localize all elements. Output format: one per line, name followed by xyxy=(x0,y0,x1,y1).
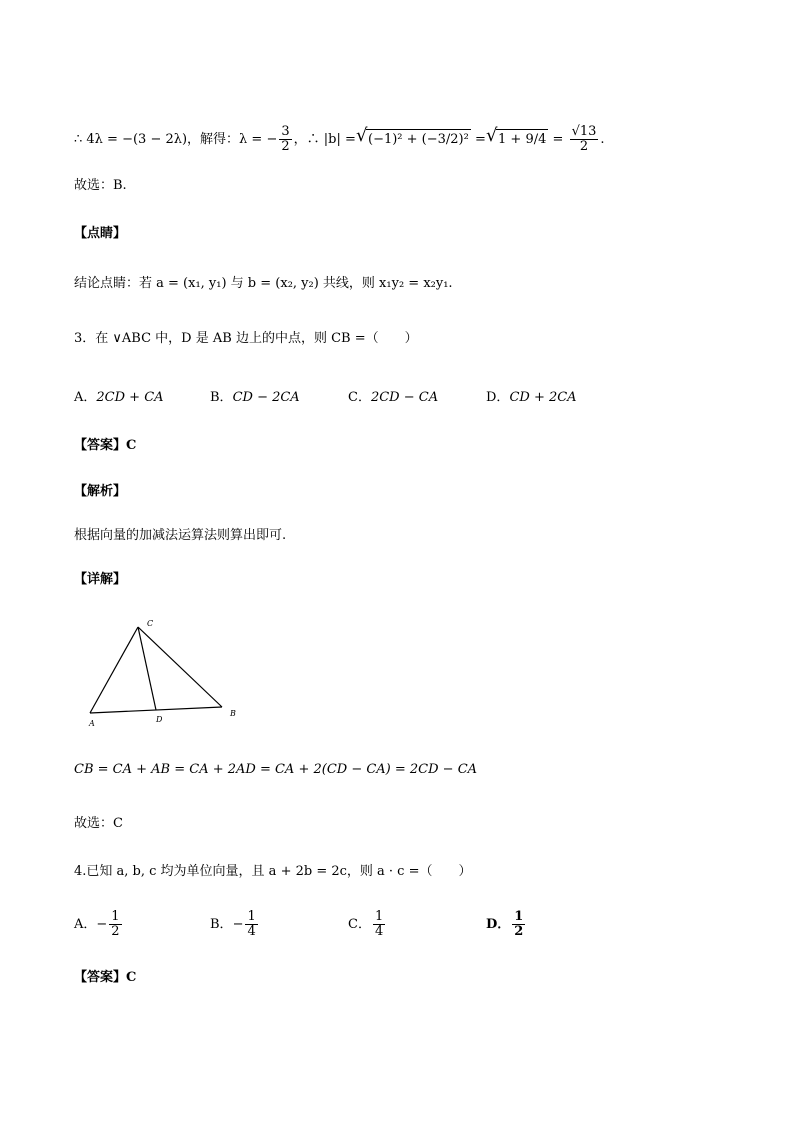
q3-option-a: A．2CD + CA xyxy=(74,390,164,405)
q3-jiexi-text: 根据向量的加减法运算法则算出即可. xyxy=(74,528,287,543)
q3-option-c: C．2CD − CA xyxy=(348,390,439,405)
magnitude-sqrt: √ (−1)² + (−3/2)² xyxy=(366,129,471,150)
side-ac xyxy=(90,627,138,713)
lambda-fraction: $\frac{3}{2}$ xyxy=(281,124,290,154)
q4-stem: 4.已知 a, b, c 均为单位向量，且 a + 2b = 2c，则 a · c =（ ） xyxy=(74,864,472,879)
q3-stem: 3．在 ∨ABC 中，D 是 AB 边上的中点，则 CB =（ ） xyxy=(74,331,418,346)
median-cd xyxy=(138,627,156,710)
q3-answer: 【答案】C xyxy=(74,438,137,453)
q3-jiexi-heading: 【解析】 xyxy=(74,484,127,499)
q4-option-c: C． $\frac{1}{4}$ xyxy=(348,909,384,939)
side-cb xyxy=(138,627,222,707)
q3-option-b: B．CD − 2CA xyxy=(210,390,300,405)
triangle-figure xyxy=(80,615,250,730)
q4-option-d: D． $\frac{1}{2}$ xyxy=(486,909,524,939)
q3-xiangjie-heading: 【详解】 xyxy=(74,572,127,587)
label-d: D xyxy=(156,715,163,724)
q3-option-d: D．CD + 2CA xyxy=(486,390,577,405)
answer-b-line: 故选：B. xyxy=(74,178,127,193)
conclusion-line: 结论点睛：若 a = (x₁, y₁) 与 b = (x₂, y₂) 共线，则 x₁y₂ = x₂y₁. xyxy=(74,276,453,291)
q4-answer: 【答案】C xyxy=(74,970,137,985)
magnitude-label: ，∴ |b| = xyxy=(293,132,360,147)
q4-option-a: A．− $\frac{1}{2}$ xyxy=(74,909,120,939)
result-fraction: $\frac{√13}{2}$ xyxy=(571,124,597,154)
q4-option-b: B．− $\frac{1}{4}$ xyxy=(210,909,256,939)
label-b: B xyxy=(230,709,236,718)
label-a: A xyxy=(89,719,95,728)
solution-line-1: ∴ 4λ = −(3 − 2λ)，解得：λ = − $\frac{3}{2}$ ，∴ |b| = √ (−1)² + (−3/2)² = √ 1 + 9/4 = $\frac{√13}{2}$ . xyxy=(74,125,605,154)
lambda-equation: ∴ 4λ = −(3 − 2λ)，解得：λ = − xyxy=(74,132,278,147)
simplified-sqrt: √ 1 + 9/4 xyxy=(496,129,548,150)
label-c: C xyxy=(147,619,154,628)
q3-choose: 故选：C xyxy=(74,816,123,831)
q3-derivation: CB = CA + AB = CA + 2AD = CA + 2(CD − CA) = 2CD − CA xyxy=(74,762,478,777)
dianjing-heading: 【点睛】 xyxy=(74,226,127,241)
